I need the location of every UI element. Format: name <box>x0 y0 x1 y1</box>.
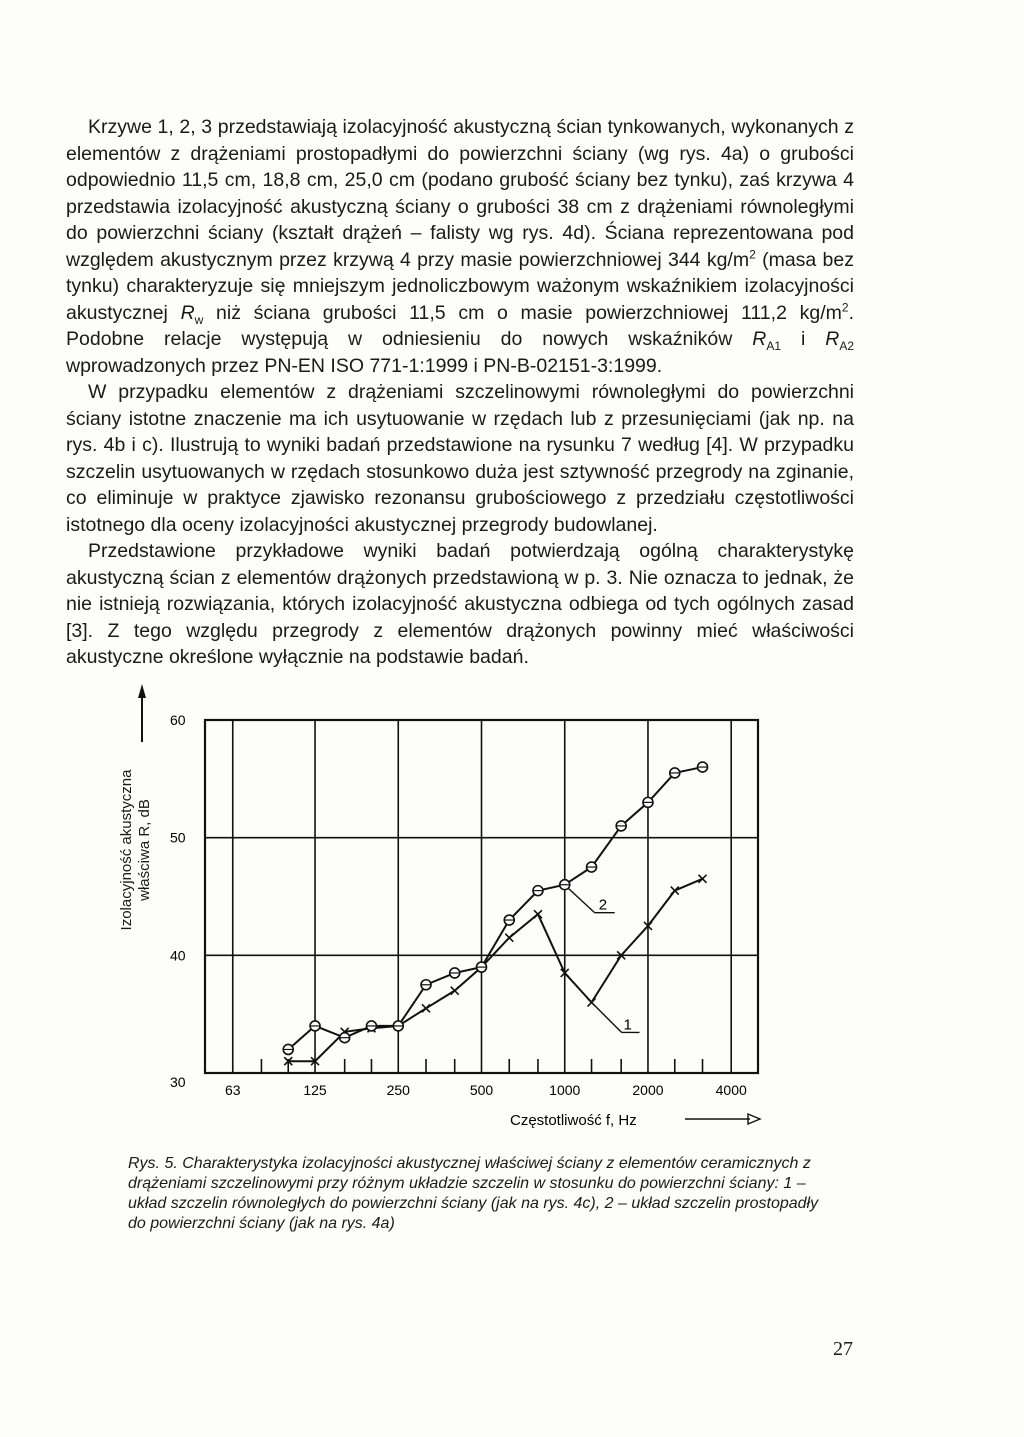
chart-svg <box>100 680 820 1150</box>
series-1-point <box>451 987 459 995</box>
y-label-line-1: Izolacyjność akustyczna <box>118 769 135 931</box>
series-1-point <box>534 910 542 918</box>
y-tick-label: 60 <box>170 712 186 728</box>
y-tick-label: 40 <box>170 947 186 964</box>
p1-part-c: niż ściana grubości 11,5 cm o masie powierzchniowej 111,2 kg/m <box>203 301 842 324</box>
p1-superscript-1: 2 <box>749 247 756 261</box>
series-1-point <box>505 934 513 942</box>
p1-part-d: . Podobne relacje występują w odniesieniu do nowych wskaźników <box>66 301 854 350</box>
p1-part-e: i <box>781 328 826 350</box>
label-2-leader <box>569 889 595 913</box>
p1-superscript-2: 2 <box>841 300 849 314</box>
x-tick-label: 125 <box>303 1082 327 1098</box>
y-tick-label: 30 <box>170 1074 186 1090</box>
x-tick-label: 4000 <box>715 1082 747 1098</box>
y-axis-arrowhead <box>138 684 146 698</box>
body-text <box>66 114 854 671</box>
symbol-ra2-sub: A2 <box>839 338 855 353</box>
series-line-1 <box>288 879 702 1061</box>
series-1-point <box>588 998 596 1006</box>
figure-sound-insulation-chart <box>100 680 820 1150</box>
paragraph-3: Przedstawione przykładowe wyniki badań potwierdzają ogólną charakterystykę akustyczną ścian z elementów drążonych przedstawioną w p. 3. Nie oznacza to jednak, że nie istnieją rozwiązania, których izolacyjność akustyczna odbiega od tych ogólnych zasad [3]. Z tego względu przegrody z elementów drążonych powinny mieć właściwości akustyczne określone wyłącznie na podstawie badań. <box>66 540 854 668</box>
series-1-point <box>422 1004 430 1012</box>
x-tick-label: 63 <box>224 1082 241 1098</box>
p1-part-f: wprowadzonych przez PN-EN ISO 771-1:1999 i PN-B-02151-3:1999. <box>66 354 663 377</box>
paragraph-2: W przypadku elementów z drążeniami szczelinowymi równoległymi do powierzchni ściany istotne znaczenie ma ich usytuowanie w rzędach lub z przesunięciami (jak np. na rys. 4b i c). Ilustrują to wyniki badań przedstawione na rysunku 7 według [4]. W przypadku szczelin usytuowanych w rzędach stosunkowo duża jest sztywność przegrody na zginanie, co eliminuje w praktyce zjawisko rezonansu grubościowego z przedziału częstotliwości istotnego dla oceny izolacyjności akustycznej przegrody budowlanej. <box>66 381 854 536</box>
x-tick-label: 2000 <box>632 1082 664 1098</box>
p1-part-b: (masa bez tynku) charakteryzuje się mniejszym jednoliczbowym ważonym wskaźnikiem izolacyjności akustycznej <box>66 248 854 324</box>
page-number: 27 <box>833 1338 853 1360</box>
p1-part-a: Krzywe 1, 2, 3 przedstawiają izolacyjność akustyczną ścian tynkowanych, wykonanych z elementów z drążeniami prostopadłymi do powierzchni ściany (wg rys. 4a) o grubości odpowiednio 11,5 cm, 18,8 cm, 25,0 cm (podano grubość ściany bez tynku), zaś krzywa 4 przedstawia izolacyjność akustyczną ściany o grubości 38 cm z drążeniami równoległymi do powierzchni ściany (kształt drążeń – falisty wg rys. 4d). Ściana reprezentowana pod względem akustycznym przez krzywą 4 przy masie powierzchniowej 344 kg/m <box>66 116 854 271</box>
x-tick-label: 1000 <box>549 1082 581 1098</box>
series-1-point <box>699 875 707 883</box>
paragraph-1 <box>66 114 854 379</box>
curve-label-2: 2 <box>598 896 608 914</box>
series-line-2 <box>288 767 702 1049</box>
label-1-leader <box>596 1006 622 1032</box>
x-axis-label: Częstotliwość f, Hz <box>510 1112 637 1129</box>
curve-label-1: 1 <box>623 1016 632 1034</box>
symbol-ra2: R <box>825 328 840 350</box>
symbol-rw-sub: w <box>194 312 204 327</box>
symbol-ra1: R <box>752 328 767 350</box>
y-label-line-2: właściwa R, dB <box>136 799 153 901</box>
figure-caption: Rys. 5. Charakterystyka izolacyjności akustycznej właściwej ściany z elementów ceramicznych z drążeniami szczelinowymi przy różnym układzie szczelin w stosunku do powierzchni ściany: 1 – układ szczelin równoległych do powierzchni ściany (jak na rys. 4c), 2 – układ szczelin prostopadły do powierzchni ściany (jak na rys. 4a) <box>128 1155 819 1232</box>
y-tick-label: 50 <box>170 829 186 846</box>
x-tick-label: 250 <box>386 1082 410 1098</box>
series-1-point <box>671 887 679 895</box>
symbol-rw: R <box>180 301 195 324</box>
x-tick-label: 500 <box>469 1082 494 1098</box>
symbol-ra1-sub: A1 <box>766 338 782 353</box>
